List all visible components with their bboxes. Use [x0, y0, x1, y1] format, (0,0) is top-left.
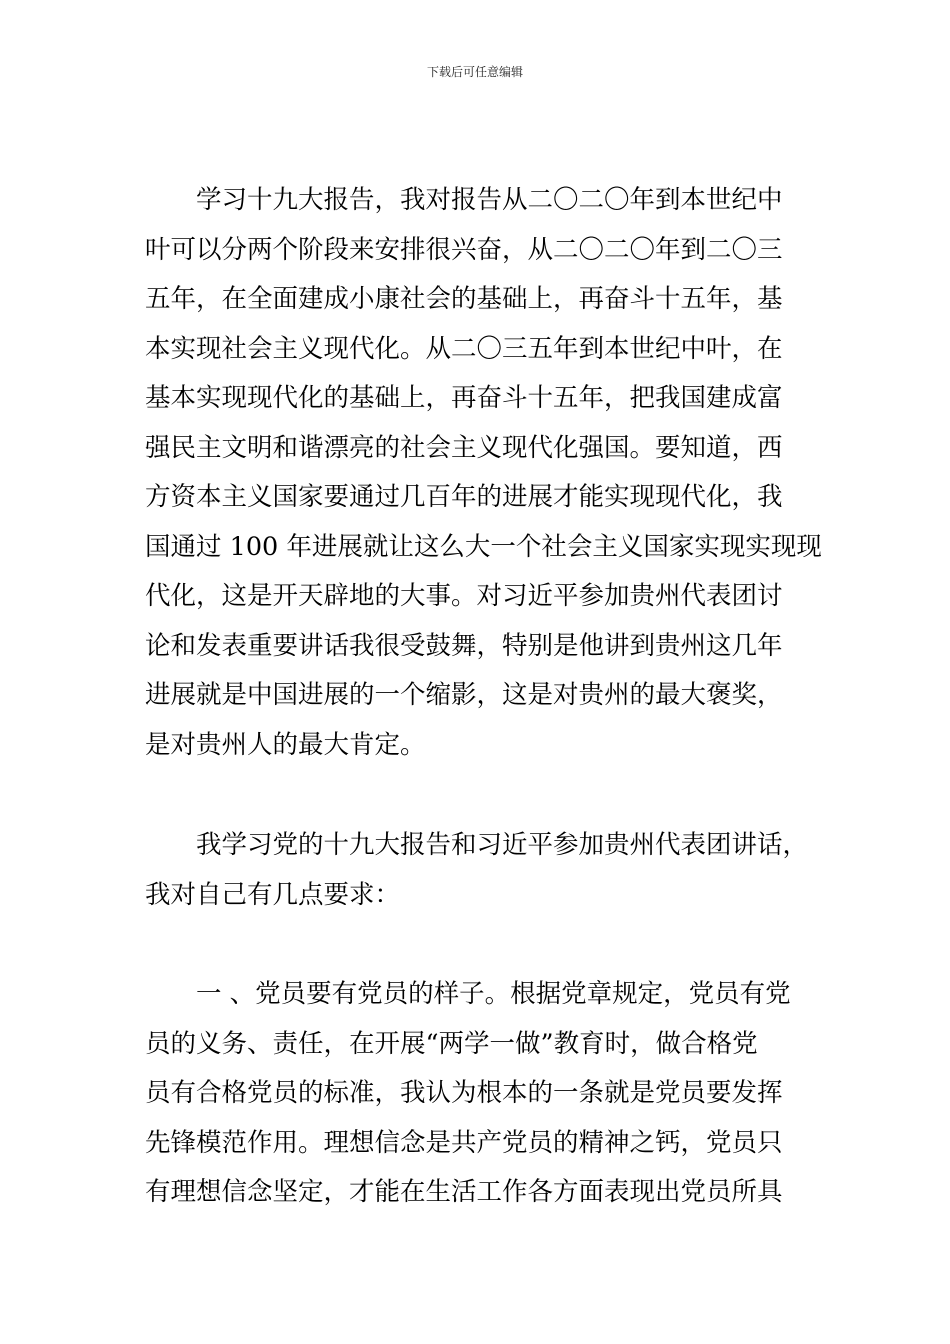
text-line: 我学习党的十九大报告和习近平参加贵州代表团讲话， [196, 830, 809, 860]
paragraph [145, 821, 810, 920]
page-header: 下载后可任意编辑 [426, 65, 523, 79]
text-line: 我对自己有几点要求： [145, 879, 401, 910]
text-line: 叶可以分两个阶段来安排很兴奋，从二〇二〇年到二〇三 [145, 234, 783, 265]
text-line: 论和发表重要讲话我很受鼓舞，特别是他讲到贵州这几年 [145, 630, 783, 661]
text-line: 员有合格党员的标准，我认为根本的一条就是党员要发挥 [145, 1078, 783, 1108]
text-line: 先锋模范作用。理想信念是共产党员的精神之钙，党员只 [145, 1127, 783, 1158]
text-line: 基本实现现代化的基础上，再奋斗十五年，把我国建成富 [145, 383, 783, 413]
text-line: 强民主文明和谐漂亮的社会主义现代化强国。要知道，西 [145, 432, 783, 463]
text-line: 五年，在全面建成小康社会的基础上，再奋斗十五年，基 [145, 284, 783, 314]
text-line: 方资本主义国家要通过几百年的进展才能实现现代化，我 [145, 482, 783, 512]
text-line: 是对贵州人的最大肯定。 [145, 729, 426, 760]
text-line: 国通过 100 年进展就让这么大一个社会主义国家实现实现现 [145, 531, 822, 562]
text-line: 一 、党员要有党员的样子。根据党章规定，党员有党 [196, 979, 791, 1009]
text-line: 进展就是中国进展的一个缩影，这是对贵州的最大褒奖， [145, 680, 783, 710]
text-line: 代化，这是开天辟地的大事。对习近平参加贵州代表团讨 [145, 581, 783, 611]
text-line: 员的义务、责任，在开展“两学一做”教育时，做合格党 [145, 1028, 758, 1059]
text-line: 有理想信念坚定，才能在生活工作各方面表现出党员所具 [145, 1177, 783, 1207]
paragraph [145, 176, 822, 770]
text-line: 学习十九大报告，我对报告从二〇二〇年到本世纪中 [196, 185, 783, 215]
paragraph [145, 970, 810, 1218]
text-line: 本实现社会主义现代化。从二〇三五年到本世纪中叶，在 [145, 333, 783, 364]
